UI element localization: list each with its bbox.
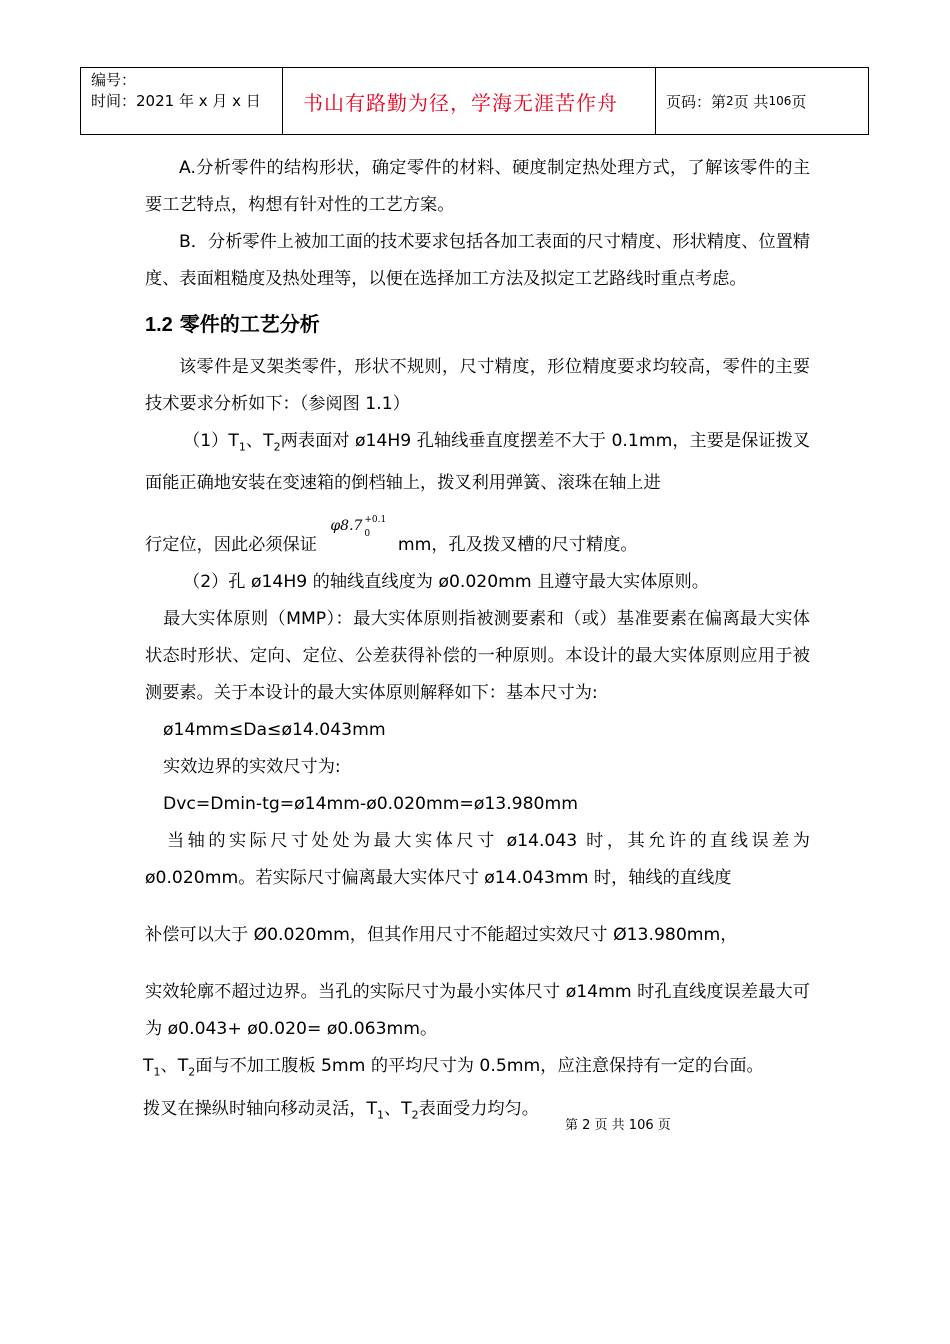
spacer xyxy=(145,502,810,522)
paragraph-b: B．分析零件上被加工面的技术要求包括各加工表面的尺寸精度、形状精度、位置精度、表面粗糙度及热处理等，以便在选择加工方法及拟定工艺路线时重点考虑。 xyxy=(145,232,810,289)
heading-text: 零件的工艺分析 xyxy=(179,312,320,336)
p15-part-c: 表面受力均匀。 xyxy=(418,1098,539,1119)
p15-part-a: 拨叉在操纵时轴向移动灵活，T xyxy=(143,1098,377,1119)
paragraph-fork xyxy=(143,1091,810,1133)
paragraph-size-range: ø14mm≤Da≤ø14.043mm xyxy=(163,720,386,741)
p15-part-b: 、T xyxy=(383,1098,412,1119)
document-body xyxy=(145,150,810,1133)
paragraph-web xyxy=(143,1048,810,1090)
header-table xyxy=(80,67,869,135)
paragraph-a: A.分析零件的结构形状，确定零件的材料、硬度制定热处理方式，了解该零件的主要工艺特点，构想有针对性的工艺方案。 xyxy=(145,158,810,215)
heading-number: 1.2 xyxy=(145,314,173,336)
p4-sub-1: 1 xyxy=(238,440,246,454)
p5-part-b: mm，孔及拨叉槽的尺寸精度。 xyxy=(397,535,638,556)
page-label: 页码：第 xyxy=(666,92,727,111)
p14-part-b: 、T xyxy=(160,1056,189,1077)
formula-sub: 0 xyxy=(364,529,371,540)
spacer xyxy=(145,897,810,917)
page-mid: 页 共 xyxy=(733,92,769,111)
p4-part-a: （1）T xyxy=(183,431,239,451)
time-label: 时间：2021 年 x 月 x 日 xyxy=(91,92,261,110)
tolerance-formula xyxy=(322,515,392,552)
paragraph-intro: 该零件是叉架类零件，形状不规则，尺寸精度，形位精度要求均较高，零件的主要技术要求分析如下：（参阅图 1.1） xyxy=(145,357,810,414)
paragraph-positioning xyxy=(145,515,810,564)
section-heading xyxy=(145,306,810,343)
paragraph-mmp: 最大实体原则（MMP）：最大实体原则指被测要素和（或）基准要素在偏离最大实体状态时形状、定向、定位、公差获得补偿的一种原则。本设计的最大实体原则应用于被测要素。关于本设计的最大实体原则解释如下：基本尺寸为: xyxy=(145,609,810,704)
p4-part-b: 、T xyxy=(245,431,274,451)
paragraph-compensation: 补偿可以大于 Ø0.020mm，但其作用尺寸不能超过实效尺寸 Ø13.980mm， xyxy=(145,925,738,946)
p4-part-c: 两表面对 ø14H9 孔轴线垂直度摆差不大于 0.1mm，主要是保证拨叉面能正确地安装在变速箱的倒档轴上，拨叉利用弹簧、滚珠在轴上进 xyxy=(145,431,811,494)
p14-part-a: T xyxy=(143,1056,154,1077)
paragraph-contour: 实效轮廓不超过边界。当孔的实际尺寸为最小实体尺寸 ø14mm 时孔直线度误差最大可为 ø0.043+ ø0.020= ø0.063mm。 xyxy=(145,982,810,1040)
paragraph-axis: 当轴的实际尺寸处处为最大实体尺寸 ø14.043 时，其允许的直线误差为ø0.020mm。若实际尺寸偏离最大实体尺寸 ø14.043mm 时，轴线的直线度 xyxy=(145,831,810,889)
header-page-cell xyxy=(656,68,868,134)
paragraph-dvc: Dvc=Dmin-tg=ø14mm-ø0.020mm=ø13.980mm xyxy=(163,794,578,815)
p14-part-c: 面与不加工腹板 5mm 的平均尺寸为 0.5mm，应注意保持有一定的台面。 xyxy=(195,1056,764,1077)
p14-sub-1: 1 xyxy=(153,1065,161,1079)
formula-base: φ8.7 xyxy=(330,518,363,535)
p15-sub-2: 2 xyxy=(411,1108,419,1122)
paragraph-item-1 xyxy=(145,423,810,502)
header-left-cell xyxy=(81,68,283,134)
p14-sub-2: 2 xyxy=(188,1065,196,1079)
page-end: 页 xyxy=(791,92,807,111)
formula-sup: +0.1 xyxy=(364,515,387,526)
page-footer: 第 2 页 共 106 页 xyxy=(565,1118,671,1133)
number-label: 编号： xyxy=(91,71,137,89)
header-motto: 书山有路勤为径，学海无涯苦作舟 xyxy=(283,68,656,134)
page-total: 106 xyxy=(768,94,792,108)
p15-sub-1: 1 xyxy=(376,1108,384,1122)
p4-sub-2: 2 xyxy=(273,440,281,454)
page-number: 2 xyxy=(726,94,734,108)
paragraph-effective-boundary: 实效边界的实效尺寸为: xyxy=(163,757,341,778)
spacer xyxy=(145,954,810,974)
paragraph-item-2: （2）孔 ø14H9 的轴线直线度为 ø0.020mm 且遵守最大实体原则。 xyxy=(183,572,709,593)
p5-part-a: 行定位，因此必须保证 xyxy=(145,535,317,556)
